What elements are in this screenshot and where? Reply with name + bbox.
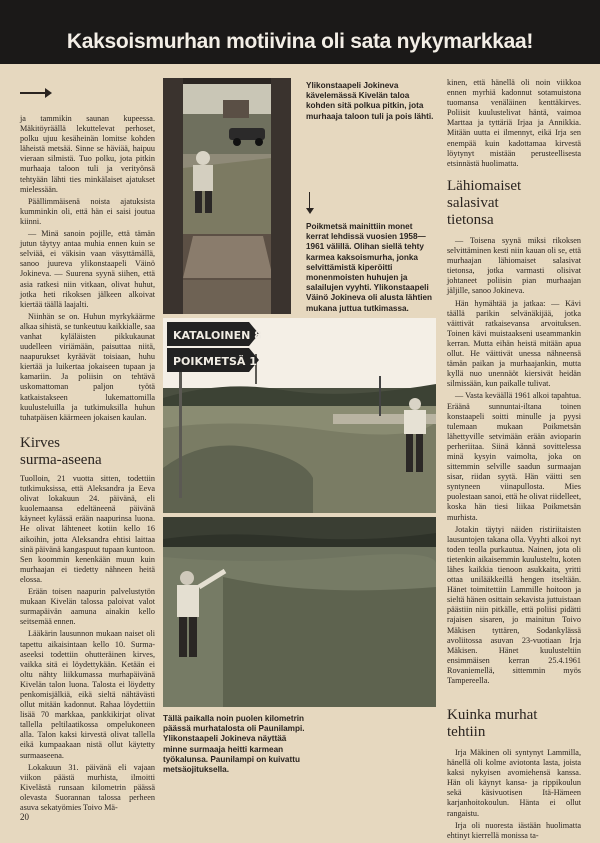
column-3-middle bbox=[447, 236, 581, 688]
paragraph: Erään toisen naapurin palvelustytön mukaan Kivelän talossa paloivat valot surmapäivän aamuna ainakin kello seitsemää ennen. bbox=[20, 587, 155, 627]
headline-banner bbox=[0, 0, 600, 64]
paragraph: — Minä sanoin pojille, että tämän jutun täytyy antaa muhia ennen kuin se selviää, ei väkisin vaan väsyttämällä, sanoo juureva ylikonstaapeli Väinö Jokineva. — Suurena syynä siihen, että asia ratkesi niin vitkaan, olivat huhut, jotka heti rikoksen jälkeen alkoivat kiertää täällä laajalti. bbox=[20, 229, 155, 309]
subheading-line: Lähiomaiset bbox=[447, 178, 522, 194]
photo-road-sign bbox=[163, 318, 436, 513]
subheading-kuinka bbox=[447, 707, 581, 741]
paragraph: Irja oli nuoresta iästään huolimatta ehtinyt kierrellä monissa ta- bbox=[447, 820, 581, 840]
subheading-lahiomaiset bbox=[447, 178, 581, 229]
caption-top: Ylikonstaapeli Jokineva kävelemässä Kivelän taloa kohden sitä polkua pitkin, jota murhaaja taloon tuli ja pois lähti. bbox=[306, 81, 434, 121]
paragraph: Tuolloin, 21 vuotta sitten, todettiin tutkimuksissa, että Aleksandra ja Eeva olivat lokakuun 24. päivänä, eli kuolemaansa edeltäneenä päivänä käyneet kylässä erään naapurinsa luona. He olivat lähteneet kotiin kello 16 aikoihin, jotta Aleksandra ehtisi laittaa sinä päivänä kangaspuut tupaan kuntoon. Sen koommin kenenkään muun kuin murhaajan ei tiedetty nähneen heitä elossa. bbox=[20, 474, 155, 584]
page-number: 20 bbox=[20, 812, 29, 822]
photo-paunilampi bbox=[163, 517, 436, 707]
sign-line-1: KATALOINEN 8 bbox=[173, 329, 262, 342]
headline: Kaksoismurhan motiivina oli sata nykymarkkaa! bbox=[66, 30, 534, 53]
subheading-kirves bbox=[20, 435, 160, 469]
caption-bottom: Tällä paikalla noin puolen kilometrin päässä murhatalosta oli Paunilampi. Ylikonstaapeli Jokineva näyttää minne surmaaja heitti karmean työkalunsa. Paunilampi on kuivattu metsäojituksella. bbox=[163, 714, 305, 775]
paragraph: Jotakin täytyi näiden ristiriitaisten lausuntojen takana olla. Vyyhti alkoi nyt toden teolla purkautua. Nainen, jota oli tietenkin aikaisemmin kuulusteltu, koten lähes kaikkia tienoon asukkaita, yritti ottaa unilääkkeillä hengen itseltään. Hänet toimitettiin Lammille hoitoon ja sieltä hänen osittain sekavista juttuistaan päästiin niin pitkälle, että poliisi pidätti rajaisen sisaren, jo mainitun Toivo Mäkisen tyttären, Sodankylässä avoliitossa asuvan 23-vuotiaan Irja Mäkisen. Hänet kuulusteltiin ensimmäisen kerran 25.4.1961 Rovaniemellä, sittemmin myös Tampereella. bbox=[447, 524, 581, 686]
photo-doorway-path bbox=[163, 78, 291, 314]
column-3-top bbox=[447, 78, 581, 171]
paragraph: Niinhän se on. Huhun myrkykäärme alkaa sihistä, se tunkeutuu kaikkialle, saa vanhat kyläläisten pikkukaunat uudelleen viriämään, paisuttaa niitä, naapurukset kyräävät toisiaan, huhu kiertää ja luikertaa jokaiseen tupaan ja kamariin. Ja poliisin on tehtävä uskomattoman paljon työtä katkaistakseen lukemattomilla kuulusteluilla ja tutkimuksilla huhun tuhatpäisen käärmeen jokaisen kaulan. bbox=[20, 311, 155, 422]
paragraph: Lääkärin lausunnon mukaan naiset oli tapettu aikaisintaan kello 10. Surma-aseeksi todettiin ohutteräinen kirves, vaikka sitä ei löydettykään. Ketään ei oltu nähty liikkumassa murhapäivänä Kivelän talon luona. Talosta ei löydetty penkomisjälkiä, eikä sieltä nähtävästi ollut mitään kadonnut. Rahaa löydettiin lisää 70 markkaa, pankkikirjat olivat tallella peltilaatikossa ompelukoneen alla. Talon kaksi kirvestä olivat tallella eikä kumpaakaan nistä ollut käytetty surmaaseena. bbox=[20, 629, 155, 760]
subheading-line: salasivat bbox=[447, 195, 499, 211]
caption-middle: Poikmetsä mainittiin monet kerrat lehdissä vuosien 1958—1961 välillä. Olihan siellä tehty karmea kaksoismurha, jonka selvittämistä kiperöitti monenmoisten huhujen ja salailujen vyyhti. Ylikonstaapeli Väinö Jokineva oli alusta lähtien mukana juttua tutkimassa. bbox=[306, 222, 433, 313]
subheading-line: tietonsa bbox=[447, 212, 494, 228]
caption-pointer-arrow-icon bbox=[306, 208, 314, 214]
paragraph: Irja Mäkinen oli syntynyt Lammilla, hänellä oli kolme aviotonta lasta, joista kaksi nykyisen avomiehensä kanssa. Hän oli käynyt kansa- ja rippikoulun sekä käsivuotisen Itä-Hämeen karjanhoitokoulun. Hänta ei ollut rangaistu. bbox=[447, 748, 581, 818]
paragraph: Hän hymähtää ja jatkaa: — Kävi täällä parikin selvänäkijää, jotka väittivät ratkaisevansa arvoituksen. Toinen kävi muistaakseni useammankin kerran. Mutta eihän heistä mitään apua ollut. He väittivät unessa nähneensä tämän paikan ja murhaajankin, mutta kyllä nuo unennäöt kiersivät heidän silmissään, kun paikalle tulivat. bbox=[447, 298, 581, 389]
subheading-line: surma-aseena bbox=[20, 452, 102, 468]
column-1-top bbox=[20, 114, 155, 425]
paragraph: Päällimmäisenä noista ajatuksista kumminkin oli, että hän ei saisi joutua kiinni. bbox=[20, 196, 155, 226]
column-1-bottom bbox=[20, 474, 155, 815]
column-3-bottom bbox=[447, 748, 581, 843]
continuation-arrow-icon bbox=[20, 92, 50, 94]
subheading-line: Kirves bbox=[20, 435, 60, 451]
sign-line-2: POIKMETSÄ 1 bbox=[173, 355, 257, 368]
paragraph: ja tammikin saunan kupeessa. Mäkitöyräällä lekuttelevat perhoset, polku ujuu kesäheinän lomitse kohden läheistä metsää. Sinne se häviää, haipuu vieraan silmistä. Tuo polku, jota pitkin murhaaja taloon tuli ja verityönsä tehtyään lähti ties minkälaiset ajatukset mielessään. bbox=[20, 114, 155, 194]
paragraph: Lokakuun 31. päivänä eli vajaan viikon päästä murhista, ilmoitti Kivelästä runsaan kilometrin päässä olevasta Suorannan talossa perheen asuva sekatyömies Toivo Mä- bbox=[20, 762, 155, 812]
paragraph: kinen, että hänellä oli noin viikkoa ennen myrhiä kadonnut sotamuistona tuomansa venäläinen kenttäkirves. Poliisit kuulustelivat häntä, vaimoa Marttaa ja tyttäriä Irjaa ja Annikkia. Mitään uutta ei ilmennyt, eikä Irja sen enempää kuin kadottamaa kirvestä löytynyt mistään perusteellisesta etsinnästä huolimatta. bbox=[447, 78, 581, 168]
subheading-line: tehtiin bbox=[447, 724, 486, 740]
paragraph: — Vasta keväällä 1961 alkoi tapahtua. Eräänä sunnuntai-iltana toinen konstaapeli soitti minulle ja pyysi tulemaan mukaan Poikmetsän lähettyville setvimään erään avioparin perheriitaa. Siinä kännä sovittelessa minä kysyin vaimolta, joka on sittemmin selville saadun surmaajan sisar, riidan syytä. Hän väitti sen syntyneen viinapullosta. Mies puolestaan sanoi, että he olivat riidelleet, koska hän tiesi liikaa Poikmetsän murhista. bbox=[447, 391, 581, 522]
subheading-line: Kuinka murhat bbox=[447, 707, 538, 723]
paragraph: — Toisena syynä miksi rikoksen selvittäminen kesti niin kauan oli se, että murhaajan lähiomaiset salasivat tietonsa, jotka varmasti olisivat johtaneet poliisin pian murhaajan jäljille, sanoo Jokineva. bbox=[447, 236, 581, 296]
